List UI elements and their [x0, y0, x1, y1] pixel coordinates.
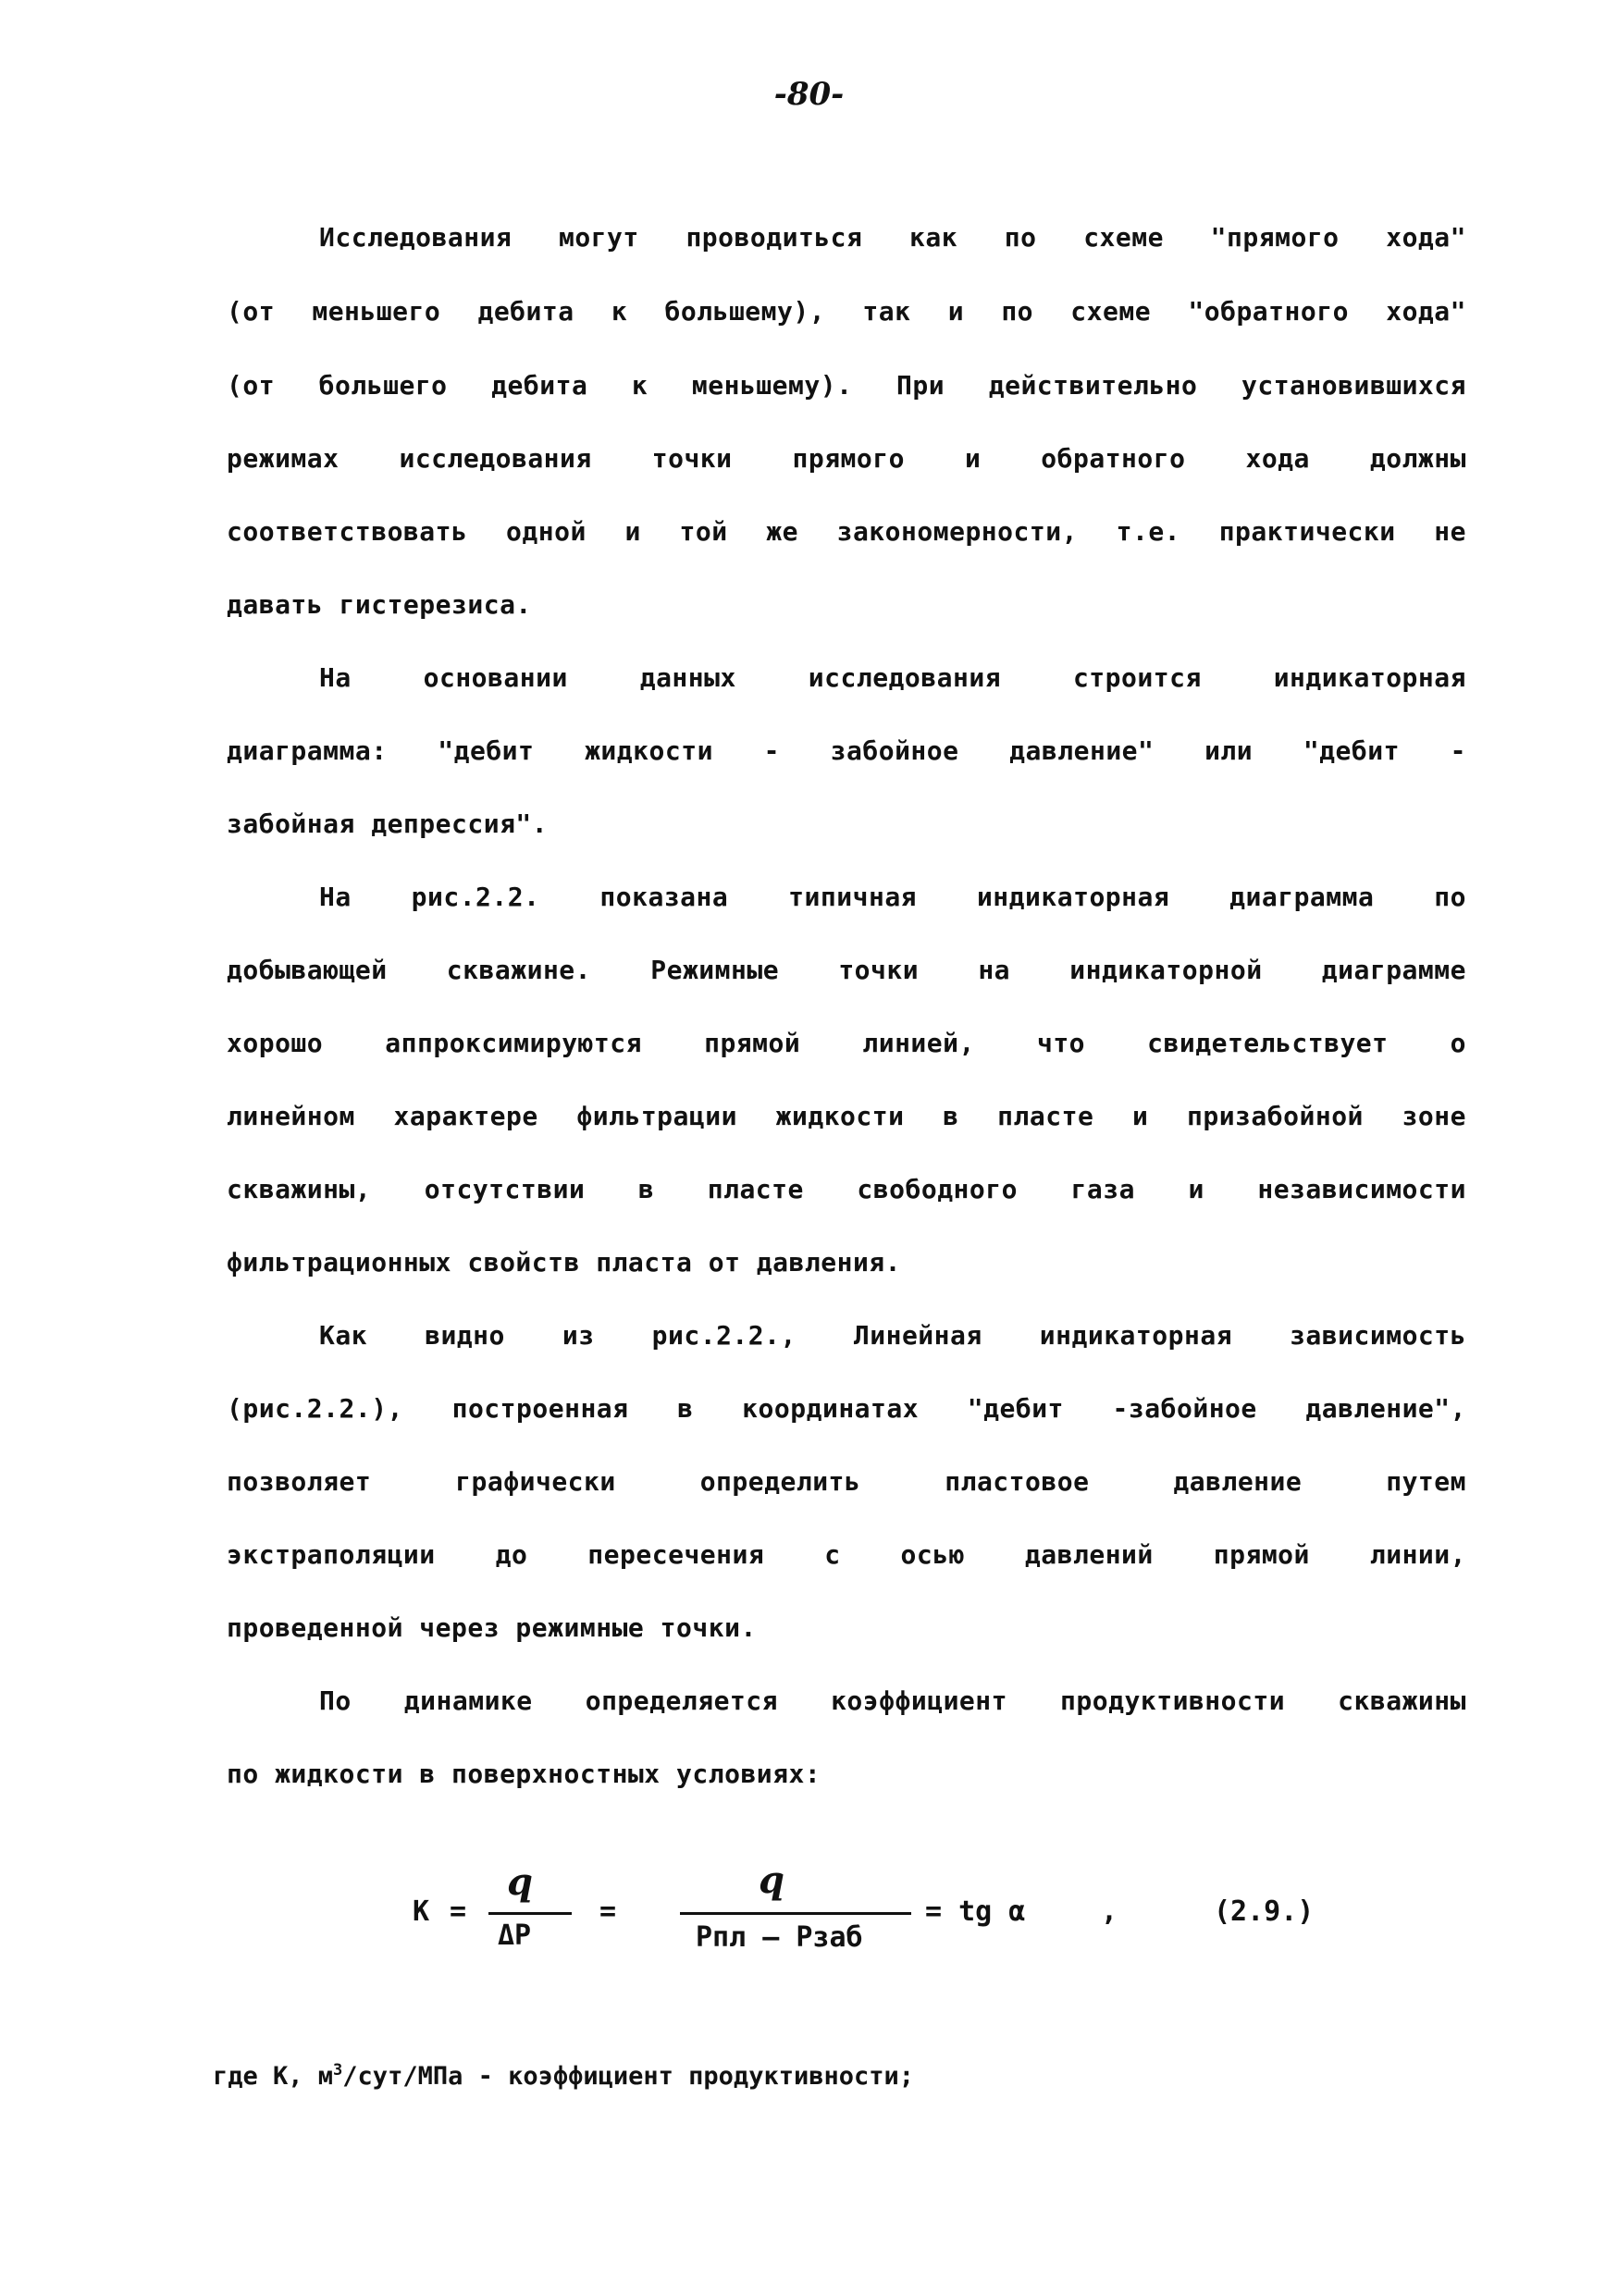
- text-line: (от большего дебита к меньшему). При действительно установившихся: [227, 370, 1466, 401]
- formula-lhs: К: [413, 1895, 430, 1928]
- formula-comma: ,: [1101, 1895, 1118, 1928]
- text-line: по жидкости в поверхностных условиях:: [227, 1759, 821, 1789]
- definition-superscript: 3: [333, 2061, 343, 2080]
- formula-numerator-1: q: [507, 1860, 533, 1904]
- formula-denominator-2: Pпл — Pзаб: [696, 1921, 863, 1954]
- text-line: диаграмма: "дебит жидкости - забойное давление" или "дебит -: [227, 735, 1466, 766]
- text-line: фильтрационных свойств пласта от давления.: [227, 1247, 902, 1278]
- text-line: Как видно из рис.2.2., Линейная индикаторная зависимость: [319, 1320, 1466, 1351]
- formula-2-9: [0, 1858, 1618, 1966]
- text-line: проведенной через режимные точки.: [227, 1612, 757, 1643]
- text-line: (рис.2.2.), построенная в координатах "дебит -забойное давление",: [227, 1393, 1466, 1424]
- formula-number: (2.9.): [1214, 1895, 1315, 1928]
- definition-suffix: /сут/МПа - коэффициент продуктивности;: [342, 2062, 915, 2091]
- fraction-bar-1: [488, 1912, 572, 1915]
- text-line: соответствовать одной и той же закономерности, т.е. практически не: [227, 516, 1466, 547]
- fraction-bar-2: [680, 1912, 911, 1915]
- page-number: -80-: [773, 76, 845, 113]
- text-line: На рис.2.2. показана типичная индикаторная диаграмма по: [319, 882, 1466, 912]
- text-line: По динамике определяется коэффициент продуктивности скважины: [319, 1685, 1466, 1716]
- text-line: позволяет графически определить пластовое давление путем: [227, 1466, 1466, 1497]
- formula-equals: =: [450, 1895, 467, 1928]
- text-line: давать гистерезиса.: [227, 589, 532, 620]
- text-line: хорошо аппроксимируются прямой линией, что свидетельствует о: [227, 1028, 1466, 1058]
- text-line: На основании данных исследования строится индикаторная: [319, 662, 1466, 693]
- text-line: скважины, отсутствии в пласте свободного газа и независимости: [227, 1174, 1466, 1204]
- formula-denominator-1: ΔP: [498, 1920, 532, 1952]
- text-line: режимах исследования точки прямого и обратного хода должны: [227, 443, 1466, 474]
- definition-line: [213, 2061, 914, 2091]
- formula-equals-2: =: [599, 1895, 617, 1928]
- text-line: линейном характере фильтрации жидкости в пласте и призабойной зоне: [227, 1101, 1466, 1131]
- text-line: (от меньшего дебита к большему), так и по схеме "обратного хода": [227, 296, 1466, 327]
- text-line: Исследования могут проводиться как по схеме "прямого хода": [319, 222, 1466, 253]
- definition-prefix: где К, м: [213, 2062, 334, 2091]
- formula-numerator-2: q: [759, 1858, 784, 1902]
- formula-tangent: = tg α: [925, 1895, 1026, 1928]
- text-line: экстраполяции до пересечения с осью давлений прямой линии,: [227, 1539, 1466, 1570]
- text-line: добывающей скважине. Режимные точки на индикаторной диаграмме: [227, 955, 1466, 985]
- text-line: забойная депрессия".: [227, 809, 549, 839]
